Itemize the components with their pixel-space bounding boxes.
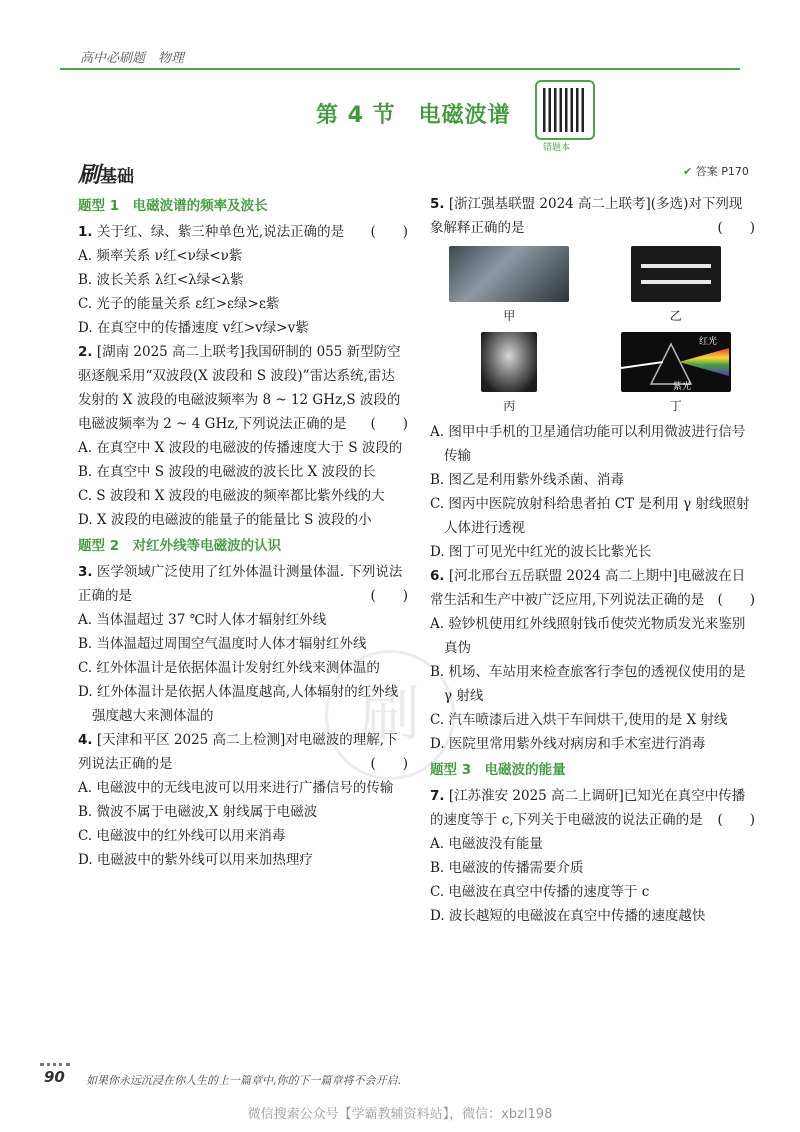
question-stem: [江苏淮安 2025 高二上调研]已知光在真空中传播的速度等于 c,下列关于电磁波的说法正确的是 [430, 788, 746, 828]
question-7 [430, 784, 755, 928]
incident-ray [621, 362, 663, 368]
question-number: 1. [78, 224, 93, 240]
option-a: A. 图甲中手机的卫星通信功能可以利用微波进行信号传输 [430, 424, 746, 464]
question-stem: 关于红、绿、紫三种单色光,说法正确的是 [96, 224, 345, 240]
right-column [430, 192, 755, 928]
qr-pattern [543, 88, 587, 132]
option-b: B. 在真空中 S 波段的电磁波的波长比 X 波段的长 [78, 464, 376, 480]
checkmark-icon: ✔ [683, 165, 693, 178]
question-5 [430, 192, 755, 564]
option-b: B. 电磁波的传播需要介质 [430, 860, 584, 876]
left-column [78, 192, 408, 872]
qr-label: 错题本 [543, 143, 571, 153]
basic-tag-label: 基础 [100, 167, 135, 187]
figure-yi [603, 246, 750, 328]
watermark-stamp: 刷 [325, 650, 455, 780]
prism-image [621, 332, 731, 392]
option-c: C. S 波段和 X 波段的电磁波的频率都比紫外线的大 [78, 488, 385, 504]
option-c: C. 汽车喷漆后进入烘干车间烘干,使用的是 X 射线 [430, 712, 728, 728]
option-b: B. 机场、车站用来检查旅客行李包的透视仪使用的是 γ 射线 [430, 664, 746, 704]
option-a: A. 验钞机使用红外线照射钱币使荧光物质发光来鉴别真伪 [430, 616, 746, 656]
question-2 [78, 340, 408, 532]
violet-light-label: 紫光 [672, 382, 691, 392]
topic-heading: 题型 3 电磁波的能量 [430, 762, 566, 778]
option-d: D. 医院里常用紫外线对病房和手术室进行消毒 [430, 736, 706, 752]
figure-bing [436, 332, 583, 418]
header-divider [60, 68, 740, 70]
option-c: C. 光子的能量关系 ε红>ε绿>ε紫 [78, 296, 280, 312]
answer-bracket: ( ) [370, 756, 408, 772]
question-number: 2. [78, 344, 93, 360]
question-stem: [河北邢台五岳联盟 2024 高二上期中]电磁波在日常生活和生产中被广泛应用,下列说法正确的是 [430, 568, 746, 608]
footer-dots [40, 1063, 70, 1067]
option-a: A. 在真空中 X 波段的电磁波的传播速度大于 S 波段的 [78, 440, 403, 456]
prism-diagram [621, 332, 731, 392]
question-stem: [浙江强基联盟 2024 高二上联考](多选)对下列现象解释正确的是 [430, 196, 743, 236]
option-c: C. 电磁波中的红外线可以用来消毒 [78, 828, 286, 844]
question-number: 6. [430, 568, 445, 584]
section-title: 第 4 节 电磁波谱 [316, 103, 511, 128]
question-4 [78, 728, 408, 872]
spectrum-fan [679, 348, 729, 376]
option-b: B. 当体温超过周围空气温度时人体才辐射红外线 [78, 636, 367, 652]
page-number: 90 [44, 1068, 65, 1086]
question-1 [78, 220, 408, 340]
answer-bracket: ( ) [370, 224, 408, 240]
basic-tag [78, 158, 134, 189]
option-c: C. 红外体温计是依据体温计发射红外线来测体温的 [78, 660, 380, 676]
option-d: D. 电磁波中的紫外线可以用来加热理疗 [78, 852, 313, 868]
answer-bracket: ( ) [370, 416, 408, 432]
option-d: D. 红外体温计是依据人体温度越高,人体辐射的红外线强度越大来测体温的 [78, 684, 399, 724]
answer-bracket: ( ) [717, 592, 755, 608]
book-title: 高中必刷题 物理 [80, 51, 185, 66]
figure-ding [603, 332, 750, 418]
figure-grid [430, 240, 755, 420]
figure-label: 丙 [503, 399, 516, 413]
option-c: C. 图丙中医院放射科给患者拍 CT 是利用 γ 射线照射人体进行透视 [430, 496, 750, 536]
figure-label: 乙 [669, 309, 682, 323]
answer-reference [683, 163, 749, 179]
option-d: D. 在真空中的传播速度 v红>v绿>v紫 [78, 320, 309, 336]
figure-jia [436, 246, 583, 328]
red-light-label: 红光 [698, 337, 717, 347]
answer-bracket: ( ) [717, 812, 755, 828]
question-stem: 医学领域广泛使用了红外体温计测量体温. 下列说法正确的是 [78, 564, 403, 604]
qr-code-icon[interactable] [535, 80, 595, 140]
option-a: A. 电磁波中的无线电波可以用来进行广播信号的传输 [78, 780, 394, 796]
prism-triangle [651, 344, 691, 384]
option-b: B. 波长关系 λ红<λ绿<λ紫 [78, 272, 244, 288]
option-d: D. 波长越短的电磁波在真空中传播的速度越快 [430, 908, 706, 924]
question-number: 7. [430, 788, 445, 804]
question-stem: [湖南 2025 高二上联考]我国研制的 055 新型防空驱逐舰采用“双波段(X 波段和 S 波段)”雷达系统,雷达发射的 X 波段的电磁波频率为 8 ~ 12 GHz,S 波段的电磁波频率为 2 ~ 4 GHz,下列说法正确的是 [78, 344, 401, 432]
answer-bracket: ( ) [717, 220, 755, 236]
question-stem: [天津和平区 2025 高二上检测]对电磁波的理解,下列说法正确的是 [78, 732, 398, 772]
answer-ref-text: 答案 P170 [695, 165, 749, 178]
option-b: B. 微波不属于电磁波,X 射线属于电磁波 [78, 804, 318, 820]
question-6 [430, 564, 755, 756]
xray-foot-image [481, 332, 537, 392]
topic-heading: 题型 1 电磁波谱的频率及波长 [78, 198, 268, 214]
uv-lamp-image [631, 246, 721, 302]
option-a: A. 电磁波没有能量 [430, 836, 543, 852]
option-b: B. 图乙是利用紫外线杀菌、消毒 [430, 472, 625, 488]
question-number: 3. [78, 564, 93, 580]
question-number: 5. [430, 196, 445, 212]
figure-label: 丁 [669, 399, 682, 413]
figure-label: 甲 [503, 309, 516, 323]
footer-wechat: 微信搜索公众号【学霸教辅资料站】，微信：xbzl198 [247, 1107, 553, 1122]
option-d: D. 图丁可见光中红光的波长比紫光长 [430, 544, 652, 560]
option-a: A. 当体温超过 37 ℃时人体才辐射红外线 [78, 612, 327, 628]
answer-bracket: ( ) [370, 588, 408, 604]
topic-heading: 题型 2 对红外线等电磁波的认识 [78, 538, 282, 554]
footer-quote: 如果你永远沉浸在你人生的上一篇章中,你的下一篇章将不会开启. [86, 1074, 401, 1087]
basic-tag-big: 刷 [78, 163, 101, 188]
phone-satellite-image [449, 246, 569, 302]
option-a: A. 频率关系 ν红<ν绿<ν紫 [78, 248, 243, 264]
option-d: D. X 波段的电磁波的能量子的能量比 S 波段的小 [78, 512, 372, 528]
option-c: C. 电磁波在真空中传播的速度等于 c [430, 884, 650, 900]
question-3 [78, 560, 408, 728]
question-number: 4. [78, 732, 93, 748]
